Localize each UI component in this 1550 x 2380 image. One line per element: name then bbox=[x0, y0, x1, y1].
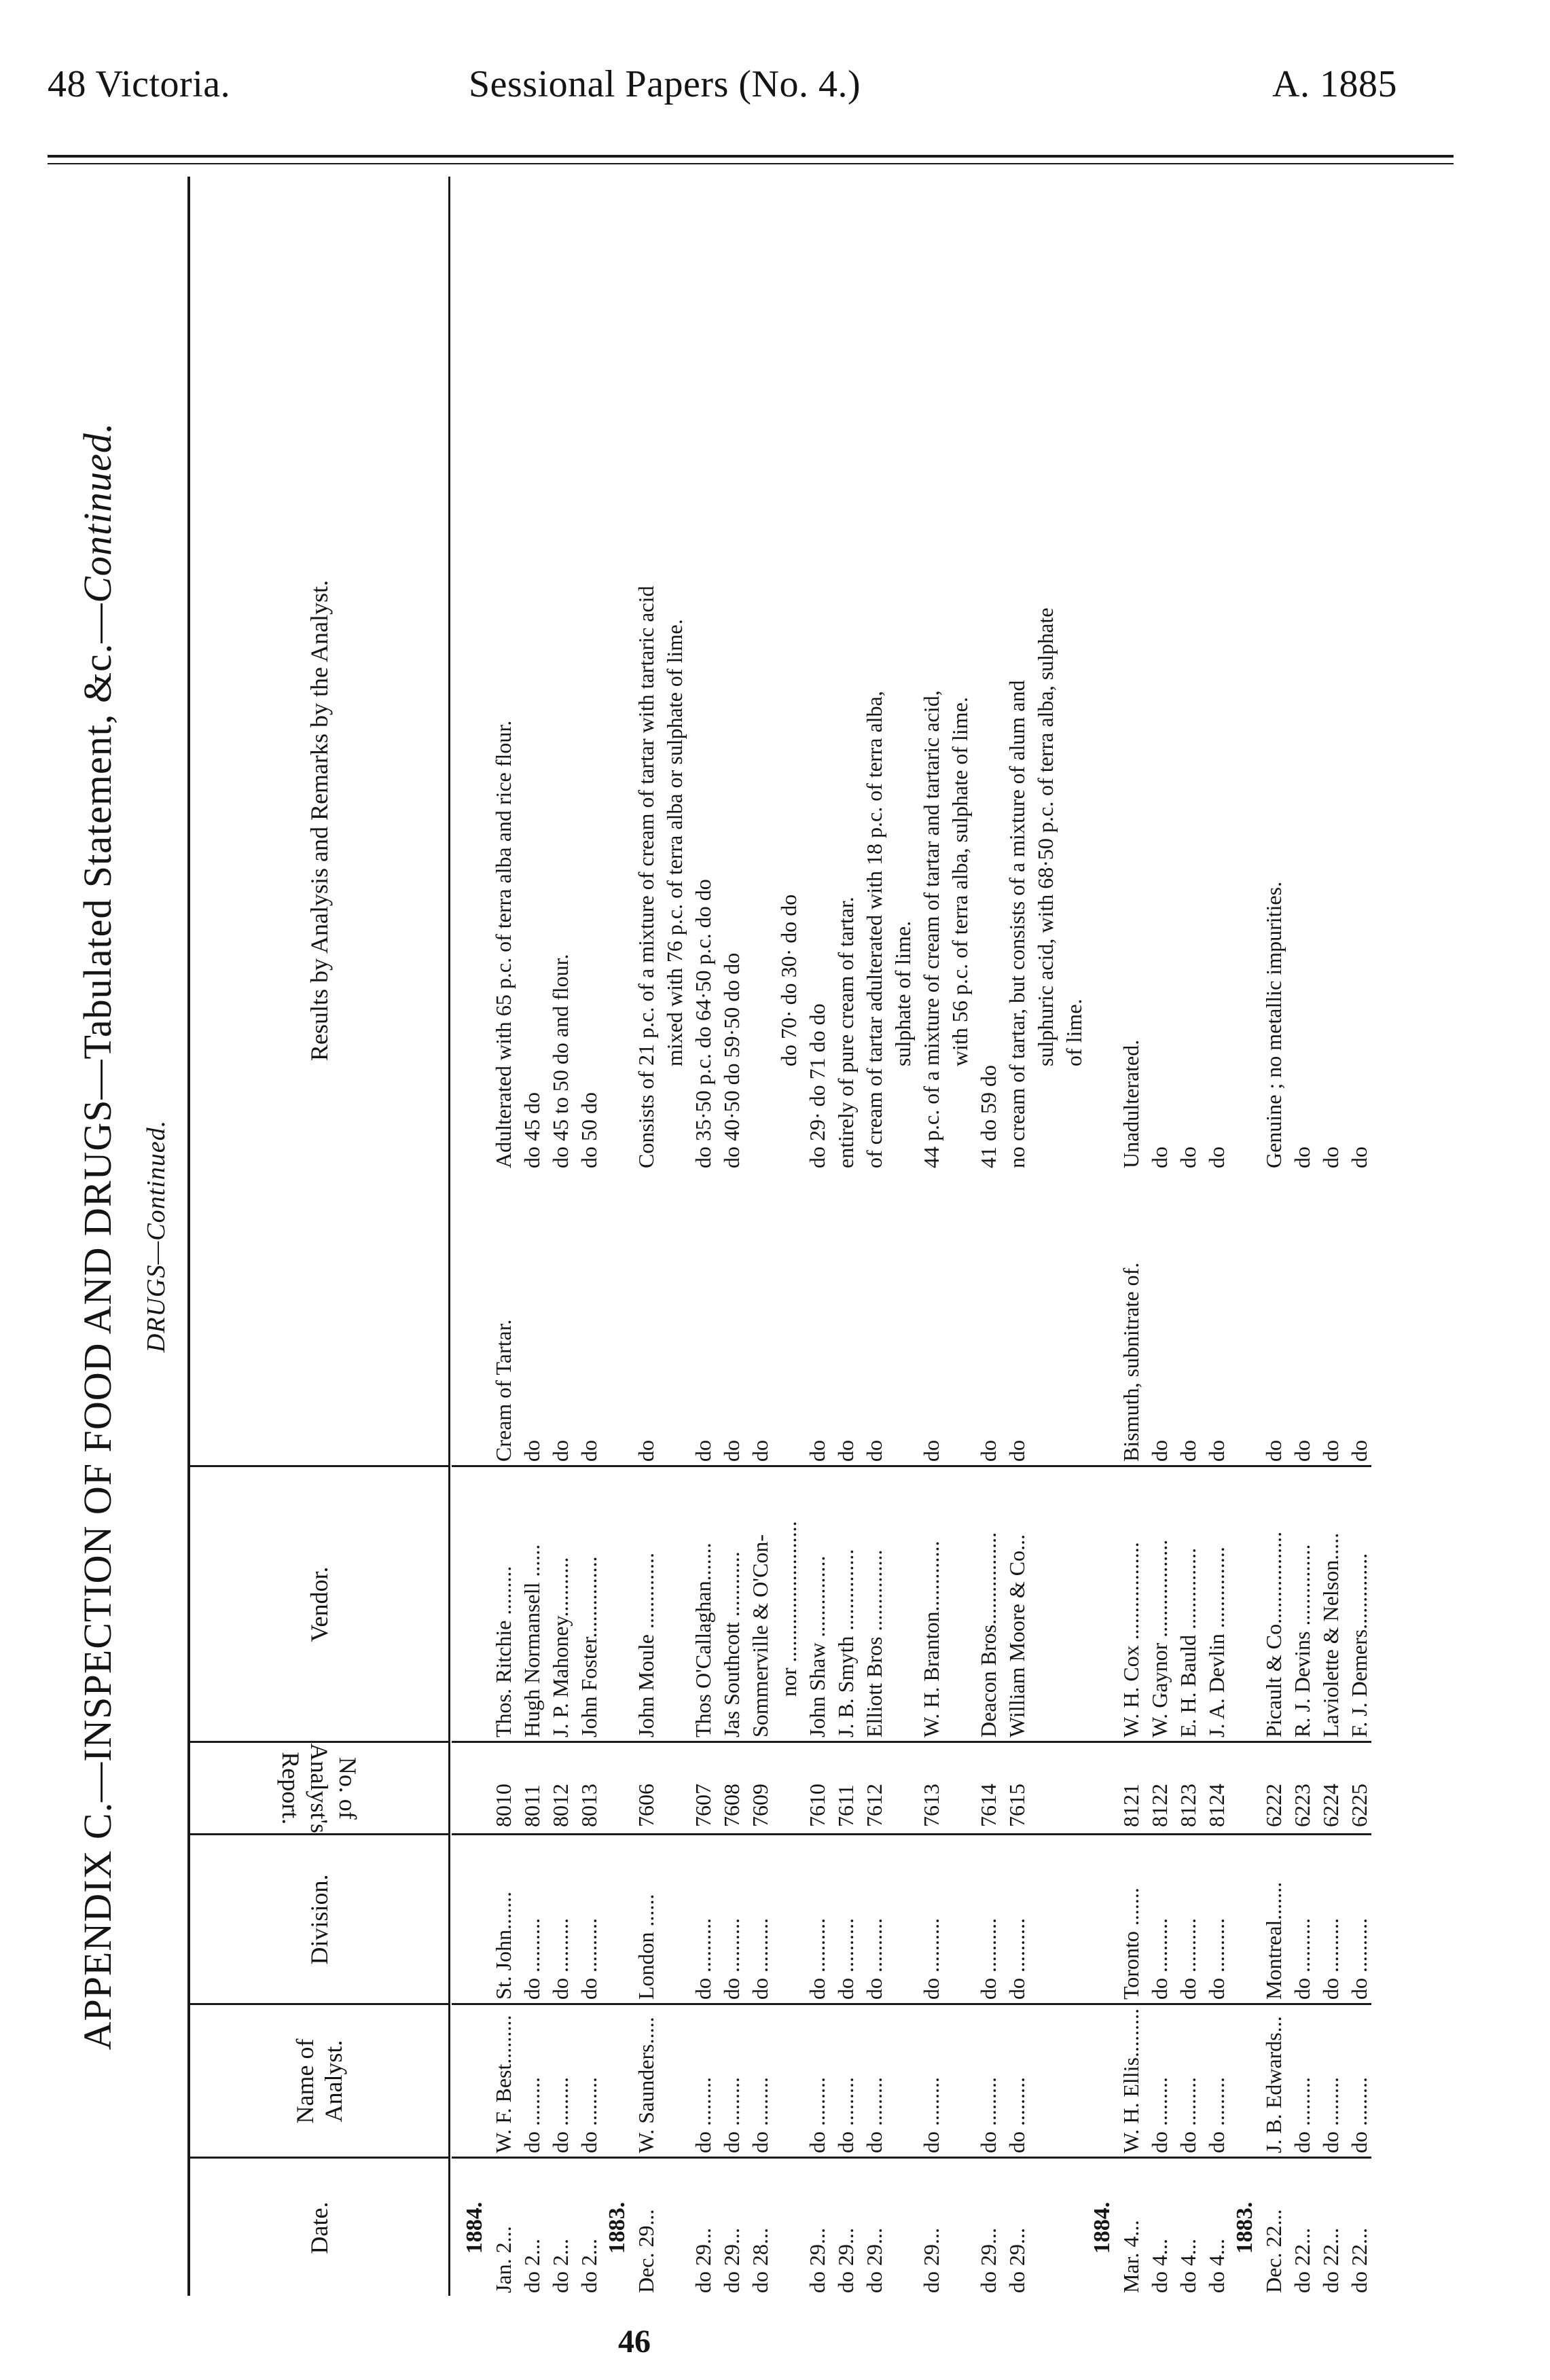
cell-no: 7606 bbox=[634, 1784, 658, 1827]
cell-result: of cream of tartar adulterated with 18 p.c. of terra alba, bbox=[862, 691, 886, 1168]
cell-division: Toronto ....... bbox=[1119, 1888, 1143, 2000]
drugs-subtitle: DRUGS—Continued. bbox=[142, 1119, 170, 1353]
cell-date: do 2... bbox=[548, 2239, 573, 2293]
table-row bbox=[744, 177, 776, 2296]
cell-no: 8012 bbox=[548, 1784, 573, 1827]
year-row bbox=[1229, 177, 1261, 2296]
cell-result: do bbox=[1290, 1147, 1314, 1168]
cell-vendor: John Foster............... bbox=[577, 1556, 601, 1737]
cell-analyst: W. F. Best......... bbox=[491, 2015, 516, 2153]
cell-analyst: do ......... bbox=[691, 2077, 715, 2153]
year-label: A. 1885 bbox=[1272, 63, 1397, 105]
cell-division: do .......... bbox=[833, 1918, 858, 2000]
cell-vendor: W. H. Branton............. bbox=[919, 1540, 943, 1737]
cell-date: do 29... bbox=[691, 2228, 715, 2293]
cell-vendor: Hugh Normansell ...... bbox=[520, 1544, 544, 1737]
cell-drug: do bbox=[634, 1440, 658, 1462]
cell-no: 7610 bbox=[805, 1784, 829, 1827]
cell-no: 8124 bbox=[1204, 1784, 1229, 1827]
cell-vendor: Sommerville & O'Con- bbox=[748, 1534, 772, 1737]
sessional-papers-label: Sessional Papers (No. 4.) bbox=[469, 63, 861, 105]
cell-date: do 2... bbox=[520, 2239, 544, 2293]
table-row-continuation bbox=[943, 177, 976, 2296]
cell-vendor: J. B. Smyth ............... bbox=[833, 1549, 858, 1737]
cell-date: Dec. 22... bbox=[1261, 2209, 1286, 2293]
table-row bbox=[1286, 177, 1318, 2296]
cell-date: do 29... bbox=[1005, 2228, 1029, 2293]
table-row bbox=[829, 177, 862, 2296]
cell-result: do 45 to 50 do and flour. bbox=[548, 954, 573, 1168]
cell-vendor: R. J. Devins ............... bbox=[1290, 1544, 1314, 1737]
cell-result: do 70· do 30· do do bbox=[776, 894, 801, 1066]
header-analyst: Name of Analyst. bbox=[291, 2038, 347, 2124]
cell-date: do 28... bbox=[748, 2228, 772, 2293]
cell-vendor: W. Gaynor .................. bbox=[1147, 1539, 1172, 1737]
appendix-title-text: APPENDIX C.—INSPECTION OF FOOD AND DRUGS—Tabulated Statement, &c.— bbox=[75, 602, 120, 2051]
year-row bbox=[1086, 177, 1119, 2296]
cell-result: do bbox=[1318, 1147, 1343, 1168]
cell-result: mixed with 76 p.c. of terra alba or sulphate of lime. bbox=[662, 619, 687, 1066]
cell-drug: do bbox=[748, 1440, 772, 1462]
cell-result: do bbox=[1147, 1147, 1172, 1168]
cell-vendor: Thos O'Callaghan....... bbox=[691, 1543, 715, 1737]
cell-no: 7607 bbox=[691, 1784, 715, 1827]
cell-result: with 56 p.c. of terra alba, sulphate of lime. bbox=[948, 697, 972, 1066]
cell-drug: do bbox=[833, 1440, 858, 1462]
header-division: Division. bbox=[306, 1874, 333, 1965]
running-head bbox=[0, 0, 1550, 136]
cell-date: do 22... bbox=[1290, 2228, 1314, 2293]
cell-analyst: J. B. Edwards... bbox=[1261, 2016, 1286, 2153]
cell-division: do .......... bbox=[976, 1918, 1001, 2000]
cell-no: 7609 bbox=[748, 1784, 772, 1827]
header-vendor: Vendor. bbox=[306, 1566, 333, 1642]
table-row bbox=[801, 177, 833, 2296]
table-row bbox=[1314, 177, 1347, 2296]
page-number: 46 bbox=[618, 2324, 651, 2360]
cell-drug: Bismuth, subnitrate of. bbox=[1119, 1262, 1143, 1462]
table-row bbox=[687, 177, 719, 2296]
table-header bbox=[190, 177, 448, 2296]
session-label: 48 Victoria. bbox=[48, 63, 231, 105]
cell-analyst: W. Saunders..... bbox=[634, 2017, 658, 2153]
table-row bbox=[1343, 177, 1375, 2296]
body-col-rule-5 bbox=[452, 1465, 1371, 1467]
cell-no: 8123 bbox=[1176, 1784, 1200, 1827]
cell-division: do .......... bbox=[691, 1918, 715, 2000]
cell-no: 7612 bbox=[862, 1784, 886, 1827]
cell-no: 7611 bbox=[833, 1784, 858, 1827]
year-label: 1884. bbox=[1089, 2201, 1115, 2254]
cell-division: do .......... bbox=[862, 1918, 886, 2000]
cell-division: do .......... bbox=[1147, 1918, 1172, 2000]
cell-analyst: do ......... bbox=[862, 2077, 886, 2153]
cell-analyst: do ......... bbox=[1290, 2077, 1314, 2153]
cell-division: do .......... bbox=[1290, 1918, 1314, 2000]
cell-drug: do bbox=[1147, 1440, 1172, 1462]
cell-division: do .......... bbox=[548, 1918, 573, 2000]
cell-date: do 2... bbox=[577, 2239, 601, 2293]
header-rule-top bbox=[48, 155, 1454, 158]
cell-analyst: do ......... bbox=[1005, 2077, 1029, 2153]
body-col-rule-2 bbox=[452, 2003, 1371, 2005]
cell-analyst: do ......... bbox=[748, 2077, 772, 2153]
cell-analyst: do ......... bbox=[805, 2077, 829, 2153]
table-row bbox=[972, 177, 1005, 2296]
table-row-continuation bbox=[886, 177, 919, 2296]
header-date: Date. bbox=[306, 2201, 333, 2254]
table-row bbox=[544, 177, 577, 2296]
cell-drug: do bbox=[1318, 1440, 1343, 1462]
cell-no: 6222 bbox=[1261, 1784, 1286, 1827]
cell-vendor: nor .......................... bbox=[776, 1521, 801, 1697]
cell-date: do 22... bbox=[1318, 2228, 1343, 2293]
year-row bbox=[601, 177, 634, 2296]
cell-date: Mar. 4... bbox=[1119, 2220, 1143, 2293]
cell-result: Adulterated with 65 p.c. of terra alba and rice flour. bbox=[491, 720, 516, 1168]
table-row bbox=[1257, 177, 1290, 2296]
cell-result: no cream of tartar, but consists of a mixture of alum and bbox=[1005, 680, 1029, 1168]
cell-date: do 4... bbox=[1147, 2239, 1172, 2293]
cell-date: do 29... bbox=[719, 2228, 744, 2293]
cell-analyst: do ......... bbox=[719, 2077, 744, 2153]
cell-date: do 29... bbox=[919, 2228, 943, 2293]
appendix-title bbox=[75, 177, 120, 2296]
table-row bbox=[573, 177, 605, 2296]
cell-vendor: J. P. Mahoney........... bbox=[548, 1557, 573, 1737]
cell-no: 7614 bbox=[976, 1784, 1001, 1827]
col-rule-4 bbox=[190, 1741, 448, 1743]
cell-vendor: William Moore & Co... bbox=[1005, 1534, 1029, 1737]
cell-division: St. John....... bbox=[491, 1891, 516, 2000]
cell-vendor: John Shaw ............... bbox=[805, 1555, 829, 1737]
table-row bbox=[858, 177, 890, 2296]
cell-vendor: Picault & Co................. bbox=[1261, 1531, 1286, 1737]
cell-no: 8121 bbox=[1119, 1784, 1143, 1827]
col-rule-2 bbox=[190, 2003, 448, 2005]
cell-division: do .......... bbox=[1204, 1918, 1229, 2000]
table-row bbox=[516, 177, 548, 2296]
cell-drug: do bbox=[1261, 1440, 1286, 1462]
cell-result: 44 p.c. of a mixture of cream of tartar and tartaric acid, bbox=[919, 690, 943, 1168]
cell-result: do bbox=[1347, 1147, 1371, 1168]
cell-analyst: do ......... bbox=[833, 2077, 858, 2153]
cell-date: do 29... bbox=[833, 2228, 858, 2293]
cell-result: Unadulterated. bbox=[1119, 1039, 1143, 1168]
cell-result: Consists of 21 p.c. of a mixture of cream of tartar with tartaric acid bbox=[634, 585, 658, 1168]
table-row bbox=[915, 177, 948, 2296]
cell-result: do 35·50 p.c. do 64·50 p.c. do do bbox=[691, 879, 715, 1168]
cell-vendor: J. A. Devlin ............... bbox=[1204, 1547, 1229, 1737]
cell-date: do 4... bbox=[1204, 2239, 1229, 2293]
cell-date: do 4... bbox=[1176, 2239, 1200, 2293]
table-row bbox=[1143, 177, 1176, 2296]
header-report-no: No. of Analyst's Report. bbox=[277, 1743, 361, 1834]
table-row bbox=[715, 177, 748, 2296]
cell-result: do 40·50 do 59·50 do do bbox=[719, 952, 744, 1168]
cell-analyst: do ......... bbox=[577, 2077, 601, 2153]
appendix-title-continued: Continued. bbox=[75, 422, 120, 603]
cell-analyst: do ......... bbox=[520, 2077, 544, 2153]
cell-drug: Cream of Tartar. bbox=[491, 1319, 516, 1462]
year-label: 1884. bbox=[462, 2201, 487, 2254]
cell-vendor: Laviolette & Nelson..... bbox=[1318, 1532, 1343, 1737]
cell-date: Dec. 29... bbox=[634, 2209, 658, 2293]
cell-result: sulphuric acid, with 68·50 p.c. of terra alba, sulphate bbox=[1033, 607, 1058, 1066]
cell-drug: do bbox=[1005, 1440, 1029, 1462]
cell-result: do 29· do 71 do do bbox=[805, 1003, 829, 1168]
cell-vendor: Thos. Ritchie ......... bbox=[491, 1566, 516, 1737]
cell-result: do 45 do bbox=[520, 1092, 544, 1168]
cell-date: do 29... bbox=[805, 2228, 829, 2293]
cell-division: do .......... bbox=[748, 1918, 772, 2000]
cell-no: 6225 bbox=[1347, 1784, 1371, 1827]
cell-division: do .......... bbox=[520, 1918, 544, 2000]
cell-result: 41 do 59 do bbox=[976, 1065, 1001, 1168]
cell-vendor: Deacon Bros................. bbox=[976, 1532, 1001, 1737]
cell-date: Jan. 2... bbox=[491, 2226, 516, 2293]
cell-vendor: Jas Southcott ............ bbox=[719, 1551, 744, 1737]
header-rule-bottom bbox=[48, 163, 1454, 164]
table-row bbox=[1115, 177, 1147, 2296]
cell-result: sulphate of lime. bbox=[890, 920, 915, 1066]
year-row bbox=[458, 177, 491, 2296]
year-label: 1883. bbox=[605, 2201, 630, 2254]
cell-result: Genuine ; no metallic impurities. bbox=[1261, 881, 1286, 1168]
table-row-continuation bbox=[658, 177, 691, 2296]
cell-no: 7615 bbox=[1005, 1784, 1029, 1827]
header-bottom-rule bbox=[448, 177, 450, 2296]
col-rule-5 bbox=[190, 1465, 448, 1467]
cell-drug: do bbox=[1176, 1440, 1200, 1462]
cell-division: Montreal....... bbox=[1261, 1881, 1286, 2000]
table-row bbox=[630, 177, 662, 2296]
cell-vendor: E. H. Bauld ............... bbox=[1176, 1547, 1200, 1737]
cell-analyst: do ......... bbox=[1204, 2077, 1229, 2153]
body-col-rule-3 bbox=[452, 1833, 1371, 1835]
cell-division: do .......... bbox=[1005, 1918, 1029, 2000]
cell-drug: do bbox=[520, 1440, 544, 1462]
cell-no: 6223 bbox=[1290, 1784, 1314, 1827]
cell-division: do .......... bbox=[1347, 1918, 1371, 2000]
rotated-table-page bbox=[61, 177, 1413, 2296]
cell-division: do .......... bbox=[805, 1918, 829, 2000]
cell-result: entirely of pure cream of tartar. bbox=[833, 897, 858, 1168]
cell-division: do .......... bbox=[919, 1918, 943, 2000]
table-row-continuation bbox=[1058, 177, 1090, 2296]
col-rule-1 bbox=[190, 2157, 448, 2159]
cell-division: do .......... bbox=[577, 1918, 601, 2000]
cell-result: do bbox=[1204, 1147, 1229, 1168]
cell-date: do 29... bbox=[976, 2228, 1001, 2293]
cell-no: 7608 bbox=[719, 1784, 744, 1827]
cell-analyst: do ......... bbox=[1147, 2077, 1172, 2153]
cell-drug: do bbox=[1347, 1440, 1371, 1462]
cell-no: 8010 bbox=[491, 1784, 516, 1827]
cell-division: do .......... bbox=[1176, 1918, 1200, 2000]
cell-no: 8011 bbox=[520, 1784, 544, 1827]
cell-division: do .......... bbox=[719, 1918, 744, 2000]
cell-drug: do bbox=[1204, 1440, 1229, 1462]
cell-result: do bbox=[1176, 1147, 1200, 1168]
cell-drug: do bbox=[976, 1440, 1001, 1462]
cell-date: do 22... bbox=[1347, 2228, 1371, 2293]
cell-vendor: John Moule .............. bbox=[634, 1553, 658, 1737]
cell-analyst: do ......... bbox=[1318, 2077, 1343, 2153]
table-row-continuation bbox=[772, 177, 805, 2296]
cell-vendor: W. H. Cox .................. bbox=[1119, 1542, 1143, 1737]
table-row bbox=[487, 177, 520, 2296]
cell-analyst: do ......... bbox=[919, 2077, 943, 2153]
col-rule-3 bbox=[190, 1833, 448, 1835]
cell-no: 8122 bbox=[1147, 1784, 1172, 1827]
cell-analyst: do ......... bbox=[1176, 2077, 1200, 2153]
year-label: 1883. bbox=[1232, 2201, 1257, 2254]
cell-drug: do bbox=[719, 1440, 744, 1462]
cell-analyst: W. H. Ellis......... bbox=[1119, 2008, 1143, 2153]
body-col-rule-1 bbox=[452, 2157, 1371, 2159]
cell-result: do 50 do bbox=[577, 1092, 601, 1168]
table-row bbox=[1001, 177, 1033, 2296]
cell-analyst: do ......... bbox=[1347, 2077, 1371, 2153]
table-row bbox=[1172, 177, 1204, 2296]
cell-analyst: do ......... bbox=[976, 2077, 1001, 2153]
body-col-rule-4 bbox=[452, 1741, 1371, 1743]
cell-no: 8013 bbox=[577, 1784, 601, 1827]
table-row-continuation bbox=[1029, 177, 1062, 2296]
table-row bbox=[1200, 177, 1233, 2296]
cell-drug: do bbox=[919, 1440, 943, 1462]
cell-no: 7613 bbox=[919, 1784, 943, 1827]
cell-drug: do bbox=[862, 1440, 886, 1462]
cell-vendor: F. J. Demers.............. bbox=[1347, 1553, 1371, 1737]
cell-drug: do bbox=[577, 1440, 601, 1462]
cell-drug: do bbox=[1290, 1440, 1314, 1462]
cell-drug: do bbox=[691, 1440, 715, 1462]
cell-drug: do bbox=[548, 1440, 573, 1462]
cell-date: do 29... bbox=[862, 2228, 886, 2293]
cell-vendor: Elliott Bros ............... bbox=[862, 1549, 886, 1737]
cell-result: of lime. bbox=[1062, 998, 1086, 1066]
cell-no: 6224 bbox=[1318, 1784, 1343, 1827]
cell-drug: do bbox=[805, 1440, 829, 1462]
cell-analyst: do ......... bbox=[548, 2077, 573, 2153]
cell-division: do .......... bbox=[1318, 1918, 1343, 2000]
header-results: Results by Analysis and Remarks by the Analyst. bbox=[306, 580, 333, 1061]
cell-division: London ...... bbox=[634, 1894, 658, 2000]
